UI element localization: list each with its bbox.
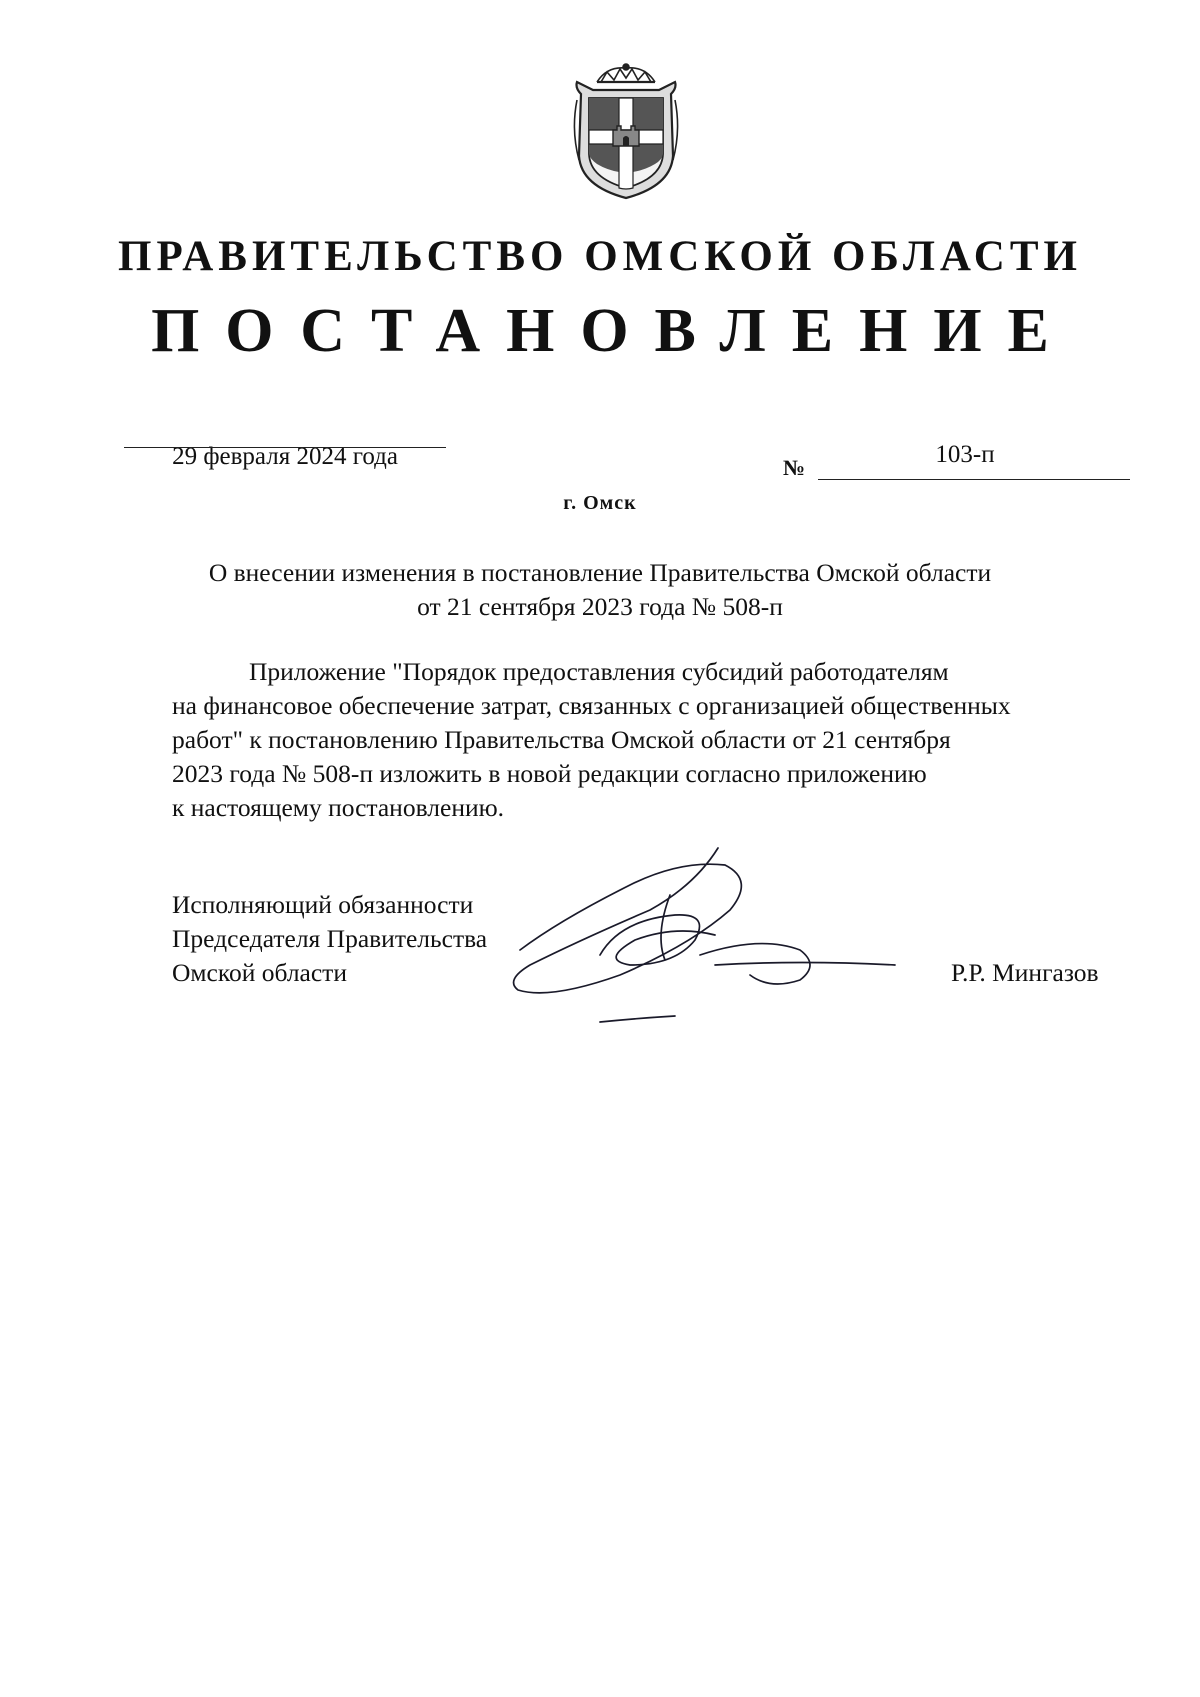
number-sign: №: [783, 455, 806, 480]
body-line: работ" к постановлению Правительства Омской области от 21 сентября: [172, 725, 951, 754]
body-line: Приложение "Порядок предоставления субсидий работодателям: [249, 657, 949, 686]
signer-position-line: Омской области: [172, 958, 347, 987]
number-underline: [818, 479, 1130, 480]
organization-name: ПРАВИТЕЛЬСТВО ОМСКОЙ ОБЛАСТИ: [118, 233, 1082, 280]
city-name: г. Омск: [563, 492, 637, 514]
body-line: к настоящему постановлению.: [172, 793, 505, 822]
coat-of-arms-icon: [567, 60, 685, 202]
document-date: 29 февраля 2024 года: [172, 443, 398, 470]
signer-name: Р.Р. Мингазов: [951, 958, 1099, 987]
document-number: 103-п: [935, 441, 995, 468]
body-paragraph: [172, 655, 1123, 825]
document-type-title: ПОСТАНОВЛЕНИЕ: [151, 297, 1075, 365]
body-line: 2023 года № 508-п изложить в новой редакции согласно приложению: [172, 759, 927, 788]
document-title: [150, 556, 1050, 624]
signer-position-line: Председателя Правительства: [172, 924, 488, 953]
signer-position-line: Исполняющий обязанности: [172, 890, 474, 919]
body-line: на финансовое обеспечение затрат, связанных с организацией общественных: [172, 691, 1011, 720]
document-title-line: от 21 сентября 2023 года № 508-п: [417, 592, 783, 621]
document-title-line: О внесении изменения в постановление Правительства Омской области: [208, 558, 992, 587]
handwritten-signature-icon: [500, 840, 920, 1025]
signer-position: [172, 888, 487, 990]
date-underline: [124, 447, 446, 448]
